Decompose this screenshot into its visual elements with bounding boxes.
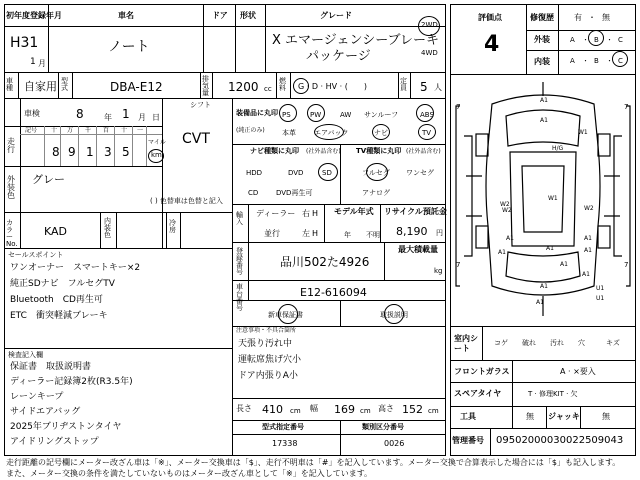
diagram-mark-0: A1 [540,97,548,104]
diagram-mark-8: A1 [560,261,568,268]
interior-c-circle [612,51,628,67]
registration-value: 品川502た4926 [280,255,370,269]
jack-value: 無 [602,412,610,421]
mileage-header-2: 万 [67,127,74,134]
footer-line-2: また、メーター交換の条件を満たしていないものはメーター改ざん車として「※」を記入しています。 [6,469,373,478]
mileage-digit-1: 8 [52,145,60,159]
equipment-row2-1: エアバック [314,129,349,137]
drive-4wd: 4WD [421,49,438,57]
exterior-grade-label: 外装 [534,35,550,44]
usage: 自家用 [24,80,57,93]
navi-item-3: CD [248,189,259,197]
shape-label: 形状 [240,11,256,20]
diagram-mark-1: A1 [540,117,548,124]
inspection-month: 1 [122,107,130,121]
max-load-label: 最大積載量 [398,245,438,254]
diagram-mark-2: W2 [500,201,510,208]
diagram-mark-18: H/G [552,145,564,152]
spare-tire-label: スペアタイヤ [454,389,502,398]
mileage-header-6: 一 [137,127,144,134]
tv-item-2: アナログ [362,189,390,197]
jack-label: ジャッキ [548,412,580,421]
navi-sub: (社外品含む) [306,148,341,155]
displacement: 1200 [228,80,259,94]
mile-label: マイル [148,139,166,146]
interior-grade-0: A [570,57,575,65]
mileage-header-1: 十 [51,127,58,134]
sales-point-line-3: ETC 衝突軽減ブレーキ [10,311,108,321]
import-label: 輸入 [236,211,243,226]
length-value: 410 [262,403,283,416]
sd-circle [318,163,338,181]
chassis-value: E12-616094 [300,286,367,299]
diagram-mark-5: W2 [584,205,594,212]
exterior-grade-0: A [570,36,575,44]
diagram-mark-14: U1 [596,285,605,292]
exterior-grade-2: B [594,36,599,44]
note-line-2: ドア内張りA小 [238,371,298,381]
type-number-label: 型式指定番号 [262,423,304,431]
capacity-label: 定員 [400,77,407,92]
repair-label: 修復歴 [530,13,554,22]
equipment-sub: (純正のみ) [236,127,265,134]
inspection-label: 車検 [24,109,40,118]
tv-label: TV種類に丸印 [356,147,402,155]
width-label: 幅 [310,404,318,413]
inspection-year: 8 [76,107,84,121]
diagram-mark-3: W1 [548,195,558,202]
kind-label: 車種 [6,77,13,92]
interior-sheet-item-3: 穴 [578,339,585,347]
handle-left: 左 [302,229,310,238]
color-code-value: KAD [44,225,68,238]
type-number-value: 17338 [272,439,298,448]
height-unit: cm [428,407,439,415]
tv-circle [418,124,436,140]
cooler-label: 冷房 [169,219,176,234]
sales-point-line-1: 純正SDナビ フルセグTV [10,279,115,289]
max-load-unit: kg [434,267,443,275]
model-year-unit: 年 [344,231,351,239]
handle-right-h: H [312,209,319,218]
exterior-b-circle [588,30,604,46]
diagram-mark-9: A1 [584,235,592,242]
mileage-header-4: 百 [103,127,110,134]
diagram-mark-17: A1 [582,271,590,278]
grade-label: グレード [320,11,352,20]
door-label: ドア [212,11,228,20]
control-number-label: 管理番号 [452,436,484,445]
equipment-row1-3: サンルーフ [364,111,399,119]
exterior-grade-1: ・ [582,36,589,44]
width-value: 169 [334,403,355,416]
diagram-mark-7: A1 [498,249,506,256]
capacity: 5 [420,80,428,94]
equipment-row1-2: AW [340,111,352,119]
model-label: 型式 [61,77,68,92]
navi-item-1: DVD [288,169,304,177]
exterior-grade-3: ・ [606,36,613,44]
shift-value: CVT [182,131,210,147]
tv-item-1: ワンセグ [406,169,434,177]
exterior-label: 外装色 [7,175,15,200]
repair-option-1: ・ [588,13,596,22]
footer-line-1: 走行距離の記号欄にメーター改ざん車は「※」、メーター交換車は「$」、走行不明車は「#」を記入しています。メーター交換で合算表示した場合には「$」も記入します。 [6,458,621,467]
category-number-value: 0026 [384,439,405,448]
interior-grade-2: B [594,57,599,65]
equipment-label: 装備品に丸印 [236,109,278,117]
equipment-row2-3: TV [422,129,432,137]
mileage-digit-3: 1 [86,145,94,159]
note-line-0: 天張り汚れ中 [238,339,293,349]
model-year-label: モデル年式 [334,207,374,216]
reg-year: H31 [10,35,39,51]
inspector-line-2: レーンキープ [10,392,64,402]
km-label: km [151,151,162,159]
length-label: 長さ [236,404,252,413]
interior-grade-4: C [618,57,623,65]
equipment-row2-0: 本革 [282,129,296,137]
interior-color-label: 内装色 [104,217,111,239]
interior-grade-1: ・ [582,57,589,65]
interior-grade-label: 内装 [534,57,550,66]
ps-circle [279,104,297,122]
score-value: 4 [484,32,500,57]
handle-right: 右 [302,209,310,218]
diagram-bracket-tr: 7 [624,103,629,111]
recycle-unit: 円 [436,229,443,237]
diagram-mark-11: A1 [546,245,554,252]
spare-tire-value: T · 修理KIT · 欠 [528,390,578,398]
model: DBA-E12 [110,80,163,94]
notes-label: 注意事項・不具合箇所 [236,327,297,334]
pw-circle [307,104,325,122]
inspection-day-unit: 日 [152,113,160,122]
front-glass-value: A · ×要入 [560,367,596,376]
note-line-1: 運転席焦げ穴小 [238,355,302,365]
exterior-color: グレー [32,173,65,186]
displacement-label: 排気量 [202,75,209,97]
interior-sheet-item-1: 破れ [522,339,536,347]
height-value: 152 [402,403,423,416]
navi-item-0: HDD [246,169,263,177]
mileage-header-3: 千 [85,127,92,134]
navi-label: ナビ種類に丸印 [250,147,299,155]
interior-sheet-item-0: コゲ [494,339,508,347]
inspector-line-0: 保証書 取扱説明書 [10,362,92,372]
model-year-unknown: 不明 [366,231,380,239]
equipment-row1-4: ABS [420,111,434,119]
import-parallel: 並行 [264,229,280,238]
car-name: ノート [108,39,150,55]
inspector-label: 検査記入欄 [8,351,43,359]
inspector-line-3: サイドエアバッグ [10,407,81,417]
control-number-value: 09502000030022509043 [496,435,624,446]
recycle-label: リサイクル預託金 [384,207,447,216]
color-code-label: カラーNo. [6,219,18,248]
tv-sub: (社外品含む) [406,148,441,155]
equipment-row2-2: ナビ [374,129,388,137]
front-glass-label: フロントガラス [454,367,510,376]
capacity-unit: 人 [434,83,442,92]
score-label: 評価点 [478,13,502,22]
equipment-row1-0: PS [282,111,291,119]
registration-label: 登録番号 [236,247,243,276]
fuel-label: 燃料 [279,77,286,92]
fuel-options: G · D · HV · ( ) [298,82,367,91]
diagram-bracket-bl: 7 [456,261,461,269]
shift-label: シフト [190,101,211,109]
repair-option-2: 無 [602,13,610,22]
mileage-label: 走行 [7,137,15,154]
interior-sheet-item-4: キズ [606,339,620,347]
mileage-digit-4: 3 [104,145,112,159]
chassis-label: 車台番号 [236,283,243,312]
diagram-mark-13: A1 [536,299,544,306]
diagram-mark-16: A1 [540,283,548,290]
car-name-label: 車名 [118,11,134,20]
interior-sheet-label: 室内シート [454,334,478,354]
fullseg-circle [366,163,388,181]
diagram-mark-10: A1 [506,235,514,242]
airbag-circle [314,124,344,140]
sales-points-label: セールスポイント [8,251,64,259]
category-number-label: 類別区分番号 [362,423,404,431]
length-unit: cm [290,407,301,415]
repair-option-0: 有 [574,13,582,22]
diagram-mark-15: U1 [596,295,605,302]
first-reg-label: 初年度登録年月 [6,11,62,20]
navi-item-4: DVD再生可 [276,189,313,197]
manual-label: 取扱説明 [380,311,408,319]
handle-left-h: H [312,229,319,238]
inspector-line-5: アイドリングストップ [10,437,99,447]
exterior-grade-4: C [618,36,623,44]
inspection-month-unit: 月 [138,113,146,122]
mileage-header-5: 十 [121,127,128,134]
tools-label: 工具 [460,412,476,421]
tools-value: 無 [526,412,534,421]
tv-item-0: フルセグ [362,169,390,177]
height-label: 高さ [378,404,394,413]
warranty-label: 新車保証書 [268,311,303,319]
diagram-mark-12: W2 [502,207,512,214]
mileage-header-0: 記号 [25,127,38,134]
navi-circle [372,124,390,140]
mileage-digit-2: 9 [68,145,76,159]
import-dealer: ディーラー [256,209,296,218]
recycle-value: 8,190 [396,225,428,238]
inspection-year-unit: 年 [104,113,112,122]
displacement-unit: cc [264,85,272,93]
grade-line-2: パッケージ [306,49,371,64]
navi-item-2: SD [322,169,332,177]
width-unit: cm [360,407,371,415]
interior-grade-3: ・ [606,57,613,65]
mileage-digit-5: 5 [122,145,130,159]
equipment-row1-1: PW [310,111,322,119]
drive-2wd: 2WD [421,21,438,29]
abs-circle [416,104,434,122]
reg-month: 1 [30,57,36,67]
interior-sheet-item-2: 汚れ [550,339,564,347]
inspector-line-4: 2025年ブリヂストンタイヤ [10,422,122,432]
inspector-line-1: ディーラー記録簿2枚(R3.5年) [10,377,133,387]
diagram-bracket-tl: 7 [456,103,461,111]
sales-point-line-2: Bluetooth CD再生可 [10,295,103,305]
grade-line-1: X エマージェンシーブレーキ [272,33,440,48]
sales-point-line-0: ワンオーナー スマートキー×2 [10,263,141,273]
diagram-mark-4: W1 [578,129,588,136]
diagram-mark-6: A1 [584,247,592,254]
reg-month-unit: 月 [38,59,46,68]
exterior-note: ( ) 色替車は色替と記入 [150,197,223,205]
diagram-bracket-br: 7 [624,261,629,269]
